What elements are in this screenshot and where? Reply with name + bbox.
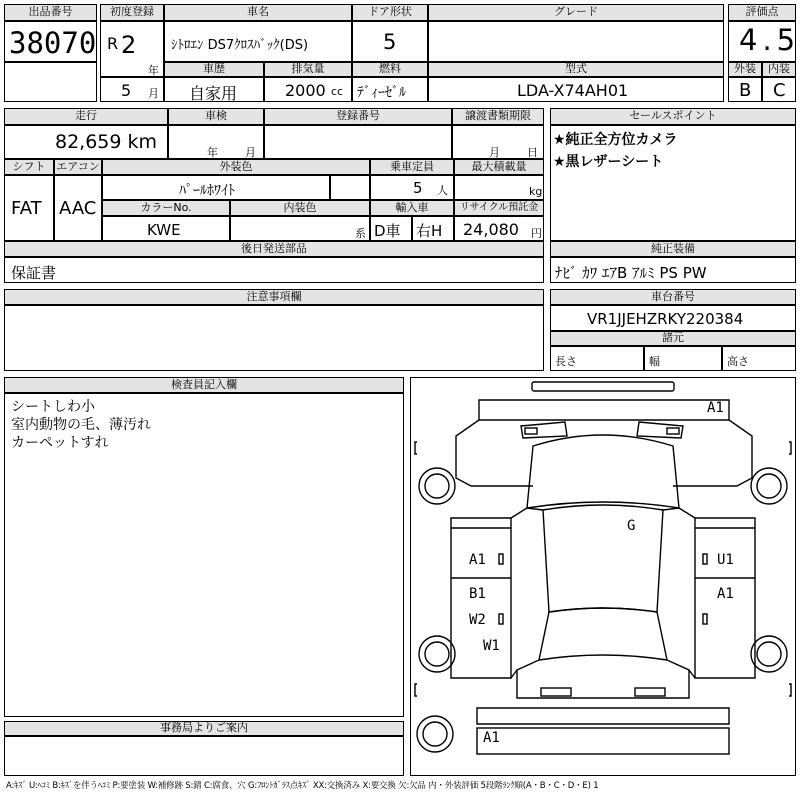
model-header: 型式 <box>428 62 724 77</box>
interior-color-suffix: 系 <box>355 227 366 240</box>
inspection-header: 車検 <box>168 108 264 125</box>
shift-value: FAT <box>11 198 42 219</box>
import-d-cell <box>370 216 412 241</box>
lot-empty-cell <box>4 62 97 102</box>
exterior-color-extra-cell <box>330 175 370 200</box>
office-cell <box>4 736 404 776</box>
first-reg-month-unit: 月 <box>148 87 159 100</box>
chassis-header: 車台番号 <box>550 289 796 305</box>
first-reg-header: 初度登録 <box>100 4 164 21</box>
displacement-unit: cc <box>331 85 344 98</box>
capacity-header: 乗車定員 <box>370 159 454 175</box>
inspection-cell <box>168 125 264 159</box>
mileage-header: 走行 <box>4 108 168 125</box>
history-header: 車歴 <box>164 62 264 77</box>
car-name-cell <box>164 21 352 62</box>
mileage-cell <box>4 125 168 159</box>
recycle-unit: 円 <box>531 227 542 240</box>
int-score: C <box>773 80 786 101</box>
damage-mark-left-front-door: A1 <box>469 552 486 568</box>
exterior-color-cell <box>102 175 330 200</box>
spec-width-cell <box>644 346 722 371</box>
int-score-cell <box>762 77 796 102</box>
first-reg-cell <box>100 21 164 77</box>
equipment-cell <box>550 257 796 283</box>
notes-header: 注意事項欄 <box>4 289 544 305</box>
damage-mark-right-front-door: U1 <box>717 552 734 568</box>
damage-mark-windshield: G <box>627 518 636 534</box>
inspector-line-1: シートしわ小 <box>11 399 95 415</box>
chassis-cell <box>550 305 796 331</box>
damage-mark-rear-bumper: A1 <box>483 730 500 746</box>
office-header: 事務局よりご案内 <box>4 721 404 736</box>
spec-width-label: 幅 <box>649 355 660 368</box>
doors-cell <box>352 21 428 62</box>
history-cell <box>164 77 264 102</box>
import-steer-cell <box>412 216 454 241</box>
equipment-value: ﾅﾋﾞ ｶﾜ ｴｱB ｱﾙﾐ PS PW <box>555 264 707 282</box>
aircon-cell <box>54 175 102 241</box>
sales-points-header: セールスポイント <box>550 108 796 125</box>
grade-header: グレード <box>428 4 724 21</box>
model-cell <box>428 77 724 102</box>
fuel-cell <box>352 77 428 102</box>
legend-text: A:ｷｽﾞ U:ﾍｺﾐ B:ｷｽﾞを伴うﾍｺﾐ P:要塗装 W:補修跡 S:錆 C:腐食、穴 G:ﾌﾛﾝﾄｶﾞﾗｽ点ｷｽﾞ XX:交換済み X:要交換 欠:欠品 内・外装評価 5段階ﾗﾝｸ順(A・B・C・D・E) 1 <box>6 781 599 791</box>
car-name-header: 車名 <box>164 4 352 21</box>
fuel-header: 燃料 <box>352 62 428 77</box>
ext-score-cell <box>728 77 762 102</box>
notes-cell <box>4 305 544 371</box>
displacement-header: 排気量 <box>264 62 352 77</box>
doors-value: 5 <box>383 30 397 54</box>
first-reg-month: 5 <box>121 81 132 100</box>
recycle-header: リサイクル預託金 <box>454 200 544 216</box>
exterior-color-header: 外装色 <box>102 159 370 175</box>
equipment-header: 純正装備 <box>550 241 796 257</box>
chassis-value: VR1JJEHZRKY220384 <box>587 310 744 328</box>
transfer-day: 日 <box>527 146 538 159</box>
shift-cell <box>4 175 54 241</box>
sales-point-2: ★黒レザーシート <box>553 154 664 170</box>
later-parts-header: 後日発送部品 <box>4 241 544 257</box>
ext-score-header: 外装 <box>728 62 762 77</box>
score-cell <box>728 21 800 62</box>
int-score-header: 内装 <box>762 62 796 77</box>
later-parts-value: 保証書 <box>11 264 57 282</box>
max-load-cell <box>454 175 544 200</box>
later-parts-cell <box>4 257 544 283</box>
score-header: 評価点 <box>728 4 796 21</box>
damage-mark-right-rear-door: A1 <box>717 586 734 602</box>
first-reg-year-unit: 年 <box>148 64 159 77</box>
first-reg-month-cell <box>100 77 164 102</box>
fuel-value: ﾃﾞｨｰｾﾞﾙ <box>357 85 406 101</box>
max-load-header: 最大積載量 <box>454 159 544 175</box>
first-reg-year: 2 <box>121 31 137 59</box>
lot-number: 38070 <box>9 26 97 60</box>
import-header: 輸入車 <box>370 200 454 216</box>
lot-header: 出品番号 <box>4 4 97 21</box>
spec-height-label: 高さ <box>727 355 749 368</box>
import-steer: 右H <box>416 222 443 240</box>
score-value: 4.5 <box>739 23 800 57</box>
history-value: 自家用 <box>189 84 238 103</box>
inspection-year: 年 <box>207 146 218 159</box>
sales-point-1: ★純正全方位カメラ <box>553 132 678 148</box>
exterior-color-value: ﾊﾟｰﾙﾎﾜｲﾄ <box>179 183 235 199</box>
capacity-cell <box>370 175 454 200</box>
spec-length-label: 長さ <box>555 355 577 368</box>
grade-cell <box>428 21 724 62</box>
model-value: LDA-X74AH01 <box>517 81 629 100</box>
inspection-month: 月 <box>245 146 256 159</box>
doors-header: ドア形状 <box>352 4 428 21</box>
damage-mark-front-bumper: A1 <box>707 400 724 416</box>
transfer-month: 月 <box>489 146 500 159</box>
import-d: D車 <box>374 222 401 240</box>
color-no-value: KWE <box>147 221 181 239</box>
spec-height-cell <box>722 346 796 371</box>
specs-header: 諸元 <box>550 331 796 346</box>
inspector-line-3: カーペットすれ <box>11 435 109 451</box>
shift-header: シフト <box>4 159 54 175</box>
lot-cell <box>4 21 97 62</box>
displacement-cell <box>264 77 352 102</box>
aircon-header: エアコン <box>54 159 102 175</box>
car-name: ｼﾄﾛｴﾝ DS7ｸﾛｽﾊﾞｯｸ(DS) <box>171 38 309 53</box>
spec-length-cell <box>550 346 644 371</box>
interior-color-cell <box>230 216 370 241</box>
first-reg-era: R <box>107 34 119 53</box>
damage-mark-left-rear-door: B1 <box>469 586 486 602</box>
reg-number-header: 登録番号 <box>264 108 452 125</box>
car-diagram-frame <box>410 377 796 776</box>
capacity-unit: 人 <box>437 184 448 197</box>
transfer-cell <box>452 125 544 159</box>
recycle-value: 24,080 <box>463 220 519 239</box>
damage-mark-left-rear-fender: W1 <box>483 638 500 654</box>
car-diagram <box>411 378 795 775</box>
aircon-value: AAC <box>59 198 97 219</box>
reg-number-cell <box>264 125 452 159</box>
transfer-header: 譲渡書類期限 <box>452 108 544 125</box>
displacement-value: 2000 <box>285 81 326 100</box>
interior-color-header: 内装色 <box>230 200 370 216</box>
max-load-unit: kg <box>529 185 543 198</box>
damage-mark-left-rear-lower: W2 <box>469 612 486 628</box>
color-no-cell <box>102 216 230 241</box>
inspector-header: 検査員記入欄 <box>4 377 404 393</box>
recycle-cell <box>454 216 544 241</box>
ext-score: B <box>739 80 752 101</box>
inspector-cell <box>4 393 404 717</box>
capacity-value: 5 <box>413 179 423 197</box>
inspector-line-2: 室内動物の毛、薄汚れ <box>11 417 151 433</box>
mileage-value: 82,659 km <box>55 131 158 153</box>
sales-points-cell <box>550 125 796 241</box>
color-no-header: カラーNo. <box>102 200 230 216</box>
